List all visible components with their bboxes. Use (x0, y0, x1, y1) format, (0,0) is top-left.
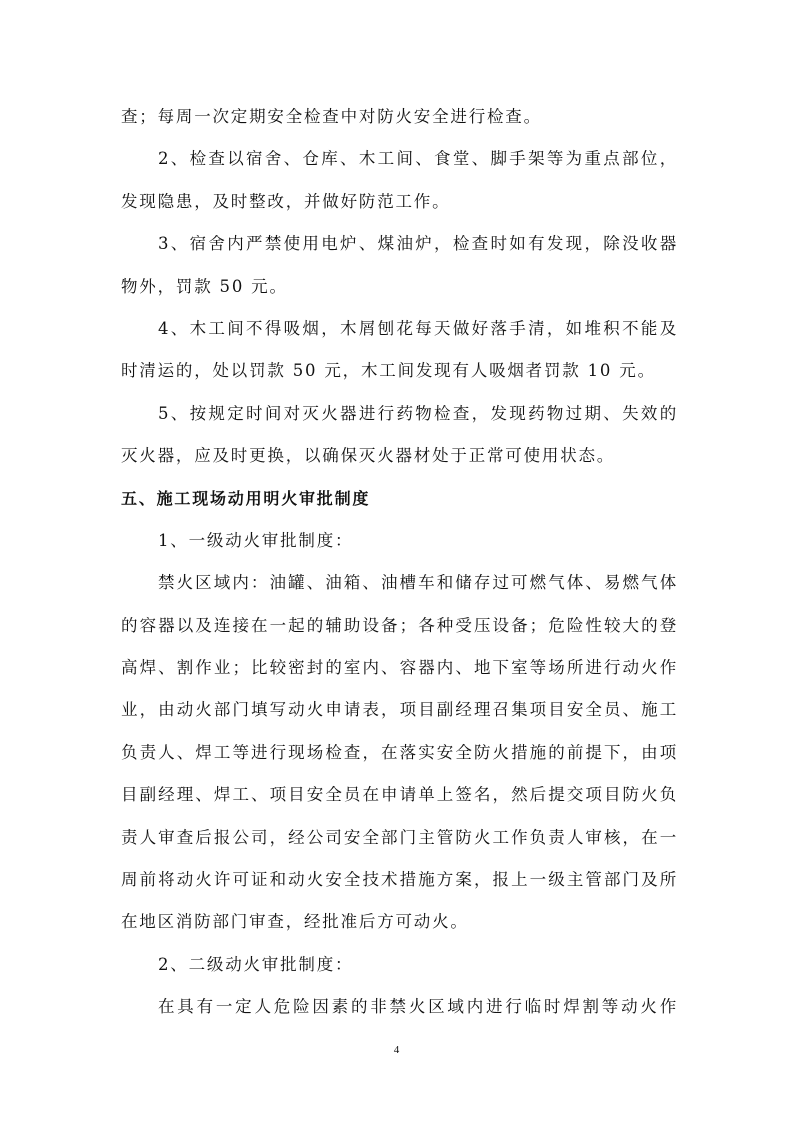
text-line: 的容器以及连接在一起的辅助设备；各种受压设备；危险性较大的登 (121, 615, 678, 635)
text-line: 发现隐患，及时整改，并做好防范工作。 (121, 191, 451, 211)
text-line: 2、二级动火审批制度： (158, 954, 354, 974)
text-line: 物外，罚款 50 元。 (121, 276, 288, 296)
text-line: 负责人、焊工等进行现场检查，在落实安全防火措施的前提下，由项 (121, 742, 678, 762)
text-line: 目副经理、焊工、项目安全员在申请单上签名，然后提交项目防火负 (121, 785, 678, 805)
text-line: 时清运的，处以罚款 50 元，木工间发现有人吸烟者罚款 10 元。 (121, 361, 656, 381)
document-body (121, 96, 678, 1029)
text-line: 灭火器，应及时更换，以确保灭火器材处于正常可使用状态。 (121, 446, 616, 466)
text-line: 禁火区域内：油罐、油箱、油槽车和储存过可燃气体、易燃气体 (158, 573, 678, 593)
text-line: 责人审查后报公司，经公司安全部门主管防火工作负责人审核，在一 (121, 827, 678, 847)
text-line: 高焊、割作业；比较密封的室内、容器内、地下室等场所进行动火作 (121, 658, 678, 678)
section-heading: 五、施工现场动用明火审批制度 (121, 488, 371, 508)
text-line: 4、木工间不得吸烟，木屑刨花每天做好落手清，如堆积不能及 (158, 318, 678, 338)
text-line: 周前将动火许可证和动火安全技术措施方案，报上一级主管部门及所 (121, 870, 678, 890)
text-line: 3、宿舍内严禁使用电炉、煤油炉，检查时如有发现，除没收器 (158, 234, 678, 254)
text-line: 1、一级动火审批制度： (158, 530, 354, 550)
page-number: 4 (393, 1044, 400, 1056)
text-line: 在地区消防部门审查，经批准后方可动火。 (121, 912, 469, 932)
text-line: 业，由动火部门填写动火申请表，项目副经理召集项目安全员、施工 (121, 700, 678, 720)
text-line: 查；每周一次定期安全检查中对防火安全进行检查。 (121, 107, 542, 126)
text-line: 在具有一定人危险因素的非禁火区域内进行临时焊割等动火作 (158, 997, 678, 1017)
text-line: 2、检查以宿舍、仓库、木工间、食堂、脚手架等为重点部位， (158, 149, 678, 169)
text-line: 5、按规定时间对灭火器进行药物检查，发现药物过期、失效的 (158, 403, 678, 423)
